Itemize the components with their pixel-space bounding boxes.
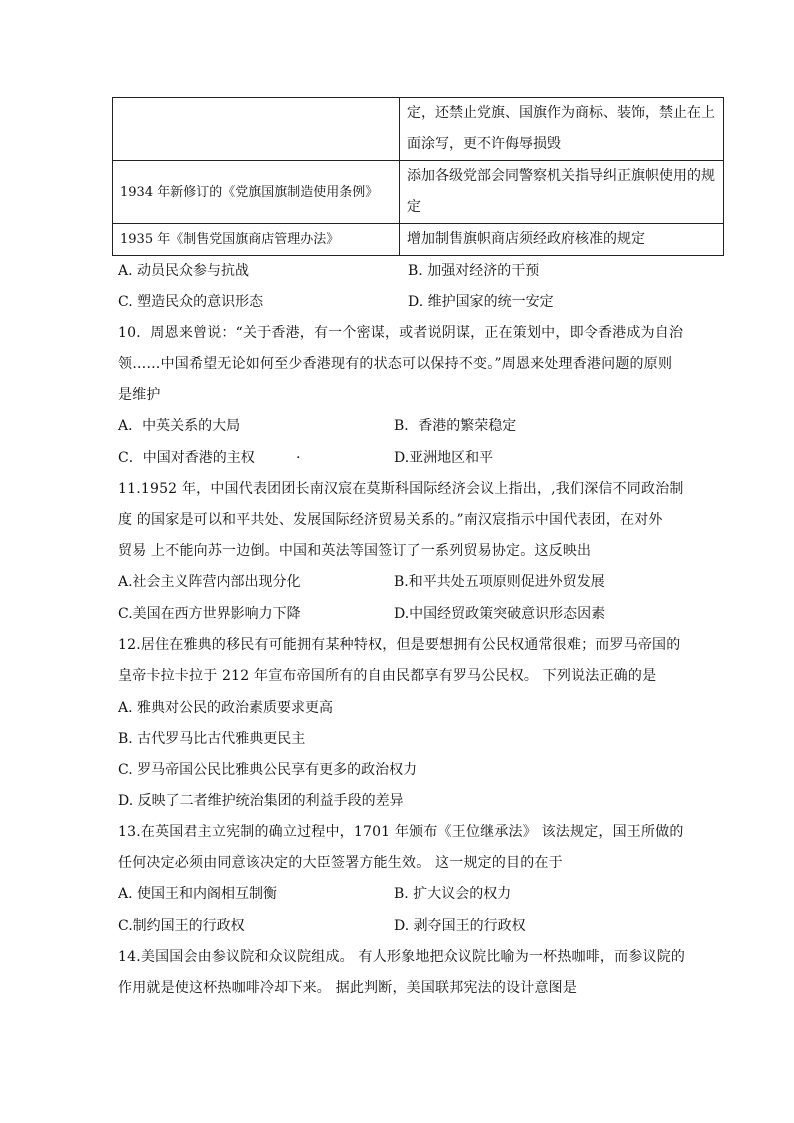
q9-option-a: A. 动员民众参与抗战	[118, 263, 250, 279]
q14-stem-line: 14.美国国会由参议院和众议院组成。 有人形象地把众议院比喻为一杯热咖啡，而参议院的	[118, 949, 686, 965]
q13-option-b: B. 扩大议会的权力	[394, 886, 512, 902]
table-cell-law: 1935 年《制售党国旗商店管理办法》	[113, 224, 400, 256]
q9-option-d: D. 维护国家的统一安定	[408, 294, 554, 310]
table-cell-content: 定，还禁止党旗、国旗作为商标、装饰，禁止在上面涂写，更不许侮辱损毁	[400, 98, 724, 161]
q10-option-c: C．中国对香港的主权	[118, 450, 255, 466]
q13-option-d: D. 剥夺国王的行政权	[394, 918, 526, 934]
q9-option-b: B. 加强对经济的干预	[408, 263, 540, 279]
q11-stem-line: 11.1952 年，中国代表团团长南汉宸在莫斯科国际经济会议上指出，,我们深信不同政治制	[118, 481, 684, 497]
q10-stem-line: 10．周恩来曾说：“关于香港，有一个密谋，或者说阴谋，正在策划中，即令香港成为自治	[118, 325, 684, 341]
q13-stem-line: 任何决定必须由同意该决定的大臣签署方能生效。 这一规定的目的在于	[118, 855, 563, 871]
q12-option-d: D. 反映了二者维护统治集团的利益手段的差异	[118, 793, 404, 809]
q13-option-a: A. 使国王和内阁相互制衡	[118, 886, 278, 902]
q12-option-b: B. 古代罗马比古代雅典更民主	[118, 731, 306, 747]
q12-option-a: A. 雅典对公民的政治素质要求更高	[118, 700, 334, 716]
table-row	[113, 98, 724, 161]
q9-option-c: C. 塑造民众的意识形态	[118, 294, 264, 310]
q11-stem-line: 度 的国家是可以和平共处、发展国际经济贸易关系的。”南汉宸指示中国代表团，在对外	[118, 512, 663, 528]
q13-stem-line: 13.在英国君主立宪制的确立过程中，1701 年颁布《王位继承法》 该法规定，国王所做的	[118, 824, 684, 840]
q10-option-a: A．中英关系的大局	[118, 418, 241, 434]
q11-option-b: B.和平共处五项原则促进外贸发展	[394, 574, 605, 590]
q10-option-d: D.亚洲地区和平	[394, 450, 494, 466]
q11-option-c: C.美国在西方世界影响力下降	[118, 606, 301, 622]
table-row	[113, 224, 724, 256]
q11-option-d: D.中国经贸政策突破意识形态因素	[394, 606, 606, 622]
table-cell-law	[113, 98, 400, 161]
stray-mark: .	[296, 446, 301, 462]
table-cell-content: 增加制售旗帜商店须经政府核准的规定	[400, 224, 724, 256]
q11-stem-line: 贸易 上不能向苏一边倒。中国和英法等国签订了一系列贸易协定。这反映出	[118, 543, 592, 559]
q13-option-c: C.制约国王的行政权	[118, 918, 245, 934]
table-row	[113, 161, 724, 224]
q12-option-c: C. 罗马帝国公民比雅典公民享有更多的政治权力	[118, 762, 418, 778]
table-cell-law: 1934 年新修订的《党旗国旗制造使用条例》	[113, 161, 400, 224]
q12-stem-line: 皇帝卡拉卡拉于 212 年宣布帝国所有的自由民都享有罗马公民权。 下列说法正确的是	[118, 668, 657, 684]
q11-option-a: A.社会主义阵营内部出现分化	[118, 574, 301, 590]
q14-stem-line: 作用就是使这杯热咖啡冷却下来。 据此判断，美国联邦宪法的设计意图是	[118, 980, 578, 996]
q10-stem-line: 领……中国希望无论如何至少香港现有的状态可以保持不变。”周恩来处理香港问题的原则	[118, 356, 673, 372]
regulation-table	[112, 97, 724, 256]
q10-stem-line: 是维护	[118, 387, 161, 403]
table-cell-content: 添加各级党部会同警察机关指导纠正旗帜使用的规定	[400, 161, 724, 224]
q10-option-b: B．香港的繁荣稳定	[394, 418, 517, 434]
q12-stem-line: 12.居住在雅典的移民有可能拥有某种特权，但是要想拥有公民权通常很难；而罗马帝国的	[118, 637, 681, 653]
